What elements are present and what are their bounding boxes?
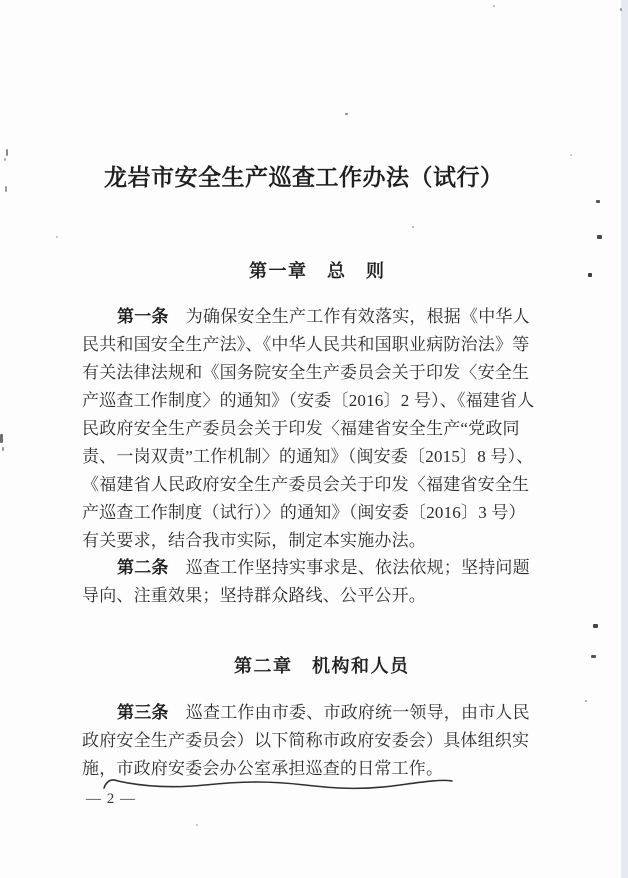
scan-speck — [196, 824, 198, 826]
text-line-body: 有关法律法规和《国务院安全生产委员会关于印发〈安全生 — [82, 363, 530, 382]
scan-speck — [588, 273, 592, 277]
text-line-body: 民政府安全生产委员会关于印发〈福建省安全生产“党政同 — [82, 419, 520, 438]
page-number: — 2 — — [86, 791, 136, 807]
scan-speck — [585, 700, 587, 702]
scan-speck — [56, 236, 58, 238]
text-line — [82, 334, 529, 356]
text-line-body: 责、一岗双责”工作机制〉的通知》（闽安委〔2015〕8 号）、 — [82, 447, 534, 466]
scan-speck — [0, 434, 3, 443]
scan-edge-strip — [621, 0, 628, 878]
text-line-body: 民共和国安全生产法》、《中华人民共和国职业病防治法》等 — [82, 335, 530, 354]
document-title: 龙岩市安全生产巡查工作办法（试行） — [104, 165, 504, 190]
text-line-body: 产巡查工作制度〉的通知》（安委〔2016〕2 号）、《福建省人 — [82, 391, 535, 410]
wavy-underline-annotation — [100, 772, 456, 794]
article-label: 第二条 — [117, 558, 169, 577]
scan-speck — [5, 186, 7, 192]
text-line — [82, 530, 426, 552]
text-line-body: 有关要求，结合我市实际，制定本实施办法。 — [82, 531, 426, 550]
scan-speck — [596, 200, 600, 203]
text-line — [82, 730, 529, 752]
text-line-body: 为确保安全生产工作有效落实，根据《中华人 — [168, 307, 530, 326]
scan-speck — [620, 8, 622, 11]
text-line — [117, 702, 530, 724]
text-line-body: 巡查工作坚持实事求是、依法依规；坚持问题 — [168, 558, 530, 577]
text-line — [82, 474, 529, 496]
scan-speck — [4, 158, 6, 161]
text-line-body: 巡查工作由市委、市政府统一领导，由市人民 — [168, 703, 530, 722]
text-line-body: 导向、注重效果；坚持群众路线、公平公开。 — [82, 586, 426, 605]
text-line-body: 《福建省人民政府安全生产委员会关于印发〈福建省安全生 — [82, 475, 530, 494]
scan-speck — [493, 5, 495, 7]
text-line-body: 产巡查工作制度（试行）〉的通知》（闽安委〔2016〕3 号） — [82, 503, 526, 522]
scan-speck — [6, 149, 8, 156]
article-label: 第三条 — [117, 703, 169, 722]
scan-speck — [570, 154, 572, 156]
text-line — [82, 418, 520, 440]
chapter-1-heading: 第一章 总 则 — [249, 261, 386, 281]
scan-speck — [597, 235, 602, 239]
text-line — [117, 306, 530, 328]
scan-speck — [593, 624, 598, 628]
text-line-body: 施，市政府安委会办公室承担巡查的日常工作。 — [82, 759, 444, 778]
text-line — [82, 585, 426, 607]
scan-speck — [591, 655, 596, 658]
text-line — [82, 362, 529, 384]
text-line — [117, 557, 530, 579]
article-label: 第一条 — [117, 307, 169, 326]
text-line-body: 政府安全生产委员会）以下简称市政府安委会）具体组织实 — [82, 731, 530, 750]
text-line — [82, 446, 534, 468]
scan-speck — [2, 447, 4, 451]
scan-speck — [412, 226, 414, 228]
text-line — [82, 502, 526, 524]
text-line — [82, 390, 534, 412]
scan-speck — [345, 113, 348, 115]
chapter-2-heading: 第二章 机构和人员 — [234, 656, 410, 676]
